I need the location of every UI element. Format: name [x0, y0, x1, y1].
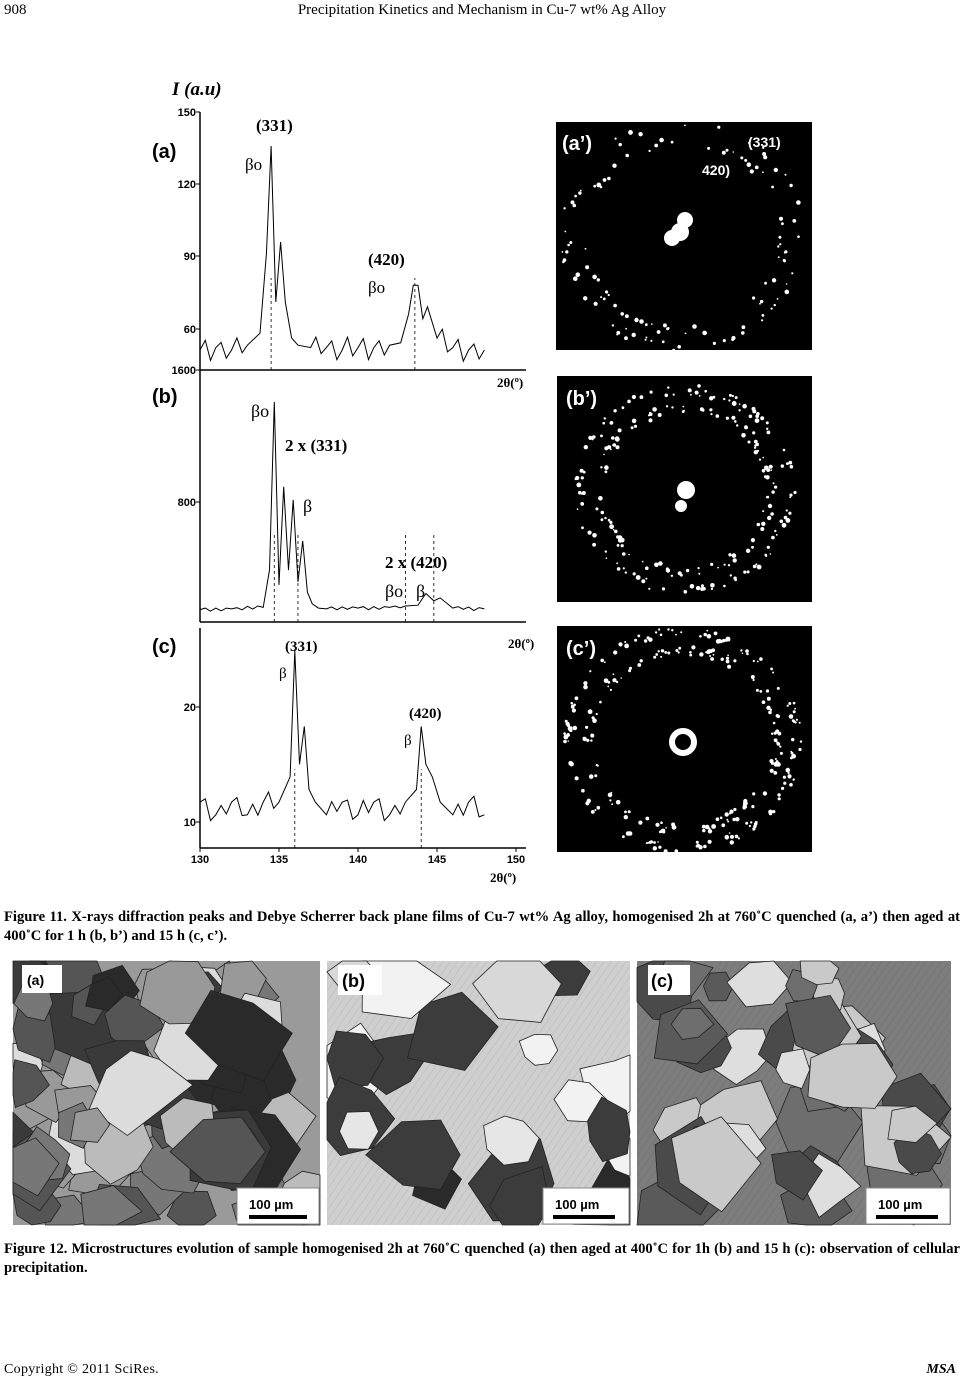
x-tick-label: 135 — [269, 854, 289, 866]
phase-label-b-beta: β — [303, 496, 313, 516]
x-tick-label: 140 — [348, 854, 368, 866]
panel-label-a: (a) — [152, 141, 177, 163]
peak-label-a-331: (331) — [256, 116, 293, 135]
panel-label-b: (b) — [152, 386, 178, 408]
x-tick-label: 145 — [427, 854, 447, 866]
peak-label-a-420: (420) — [368, 250, 405, 269]
y-tick-label: 150 — [177, 107, 196, 119]
scale-bar-label-a: 100 µm — [249, 1197, 294, 1212]
y-tick-label: 1600 — [171, 365, 196, 377]
film-a-prime — [556, 122, 812, 355]
x-axis-title-a: 2θ(º) — [497, 375, 524, 390]
y-tick-label: 20 — [183, 702, 196, 714]
film-c-prime — [557, 626, 812, 853]
footer-journal: MSA — [926, 1362, 956, 1377]
film-b-prime — [557, 376, 812, 602]
film-label-a-prime: (a’) — [562, 133, 592, 155]
series-line-a — [200, 146, 484, 361]
series-line-c — [200, 651, 484, 821]
peak-label-c-420: (420) — [409, 706, 442, 722]
micrograph-label-a: (a) — [27, 972, 45, 988]
scale-bar-label-c: 100 µm — [878, 1197, 923, 1212]
panel-label-c: (c) — [152, 636, 177, 658]
phase-label-a-331: βo — [245, 155, 263, 174]
phase-label-b-331: βo — [251, 401, 270, 421]
x-axis-title-b: 2θ(º) — [508, 636, 535, 651]
film-ring-label-420: 420) — [702, 162, 731, 178]
phase-label-b-420: βo — [385, 581, 404, 601]
footer-copyright: Copyright © 2011 SciRes. — [4, 1362, 159, 1377]
peak-label-c-331: (331) — [285, 639, 318, 655]
x-tick-label: 130 — [190, 854, 210, 866]
running-title: Precipitation Kinetics and Mechanism in Cu-7 wt% Ag Alloy — [297, 2, 667, 18]
film-label-c-prime: (c’) — [566, 638, 596, 660]
xrd-chart-a — [178, 107, 526, 370]
phase-label-a-420: βo — [368, 278, 386, 297]
y-tick-label: 10 — [183, 817, 196, 829]
peak-label-b-331: 2 x (331) — [285, 436, 348, 455]
xrd-chart-b — [172, 365, 526, 622]
scale-bar-label-b: 100 µm — [555, 1197, 600, 1212]
phase-label-c-420: β — [404, 733, 412, 749]
micrograph-a — [13, 961, 320, 1225]
y-tick-label: 60 — [183, 324, 196, 336]
y-axis-title: I (a.u) — [172, 79, 222, 100]
film-label-b-prime: (b’) — [566, 388, 598, 410]
phase-label-b-beta-420: β — [416, 581, 426, 601]
page-number: 908 — [4, 2, 27, 18]
micrograph-label-c: (c) — [651, 971, 673, 991]
micrograph-b — [327, 961, 630, 1225]
xrd-chart-c — [184, 628, 526, 866]
micrograph-c — [637, 961, 951, 1225]
figure-12-caption: Figure 12. Microstructures evolution of sample homogenised 2h at 760˚C quenched (a) then aged at 400˚C for 1h (b) and 15 h (c): observation of cellular precipitation. — [4, 1241, 960, 1276]
figure-12 — [0, 955, 964, 1255]
micrograph-label-b: (b) — [342, 971, 365, 991]
series-line-b — [200, 402, 484, 611]
x-axis-title-c: 2θ(º) — [490, 870, 517, 885]
figure-11-caption: Figure 11. X-rays diffraction peaks and Debye Scherrer back plane films of Cu-7 wt% Ag alloy, homogenised 2h at 760˚C quenched (a, a’) then aged at 400˚C for 1 h (b, b’) and 15 h (c, c’). — [4, 909, 960, 944]
phase-label-c-331: β — [279, 666, 287, 682]
y-tick-label: 800 — [177, 497, 196, 509]
x-tick-label: 150 — [506, 854, 526, 866]
y-tick-label: 120 — [177, 179, 196, 191]
y-tick-label: 90 — [183, 251, 196, 263]
peak-label-b-420: 2 x (420) — [385, 553, 448, 572]
film-ring-label-331: (331) — [748, 134, 781, 150]
